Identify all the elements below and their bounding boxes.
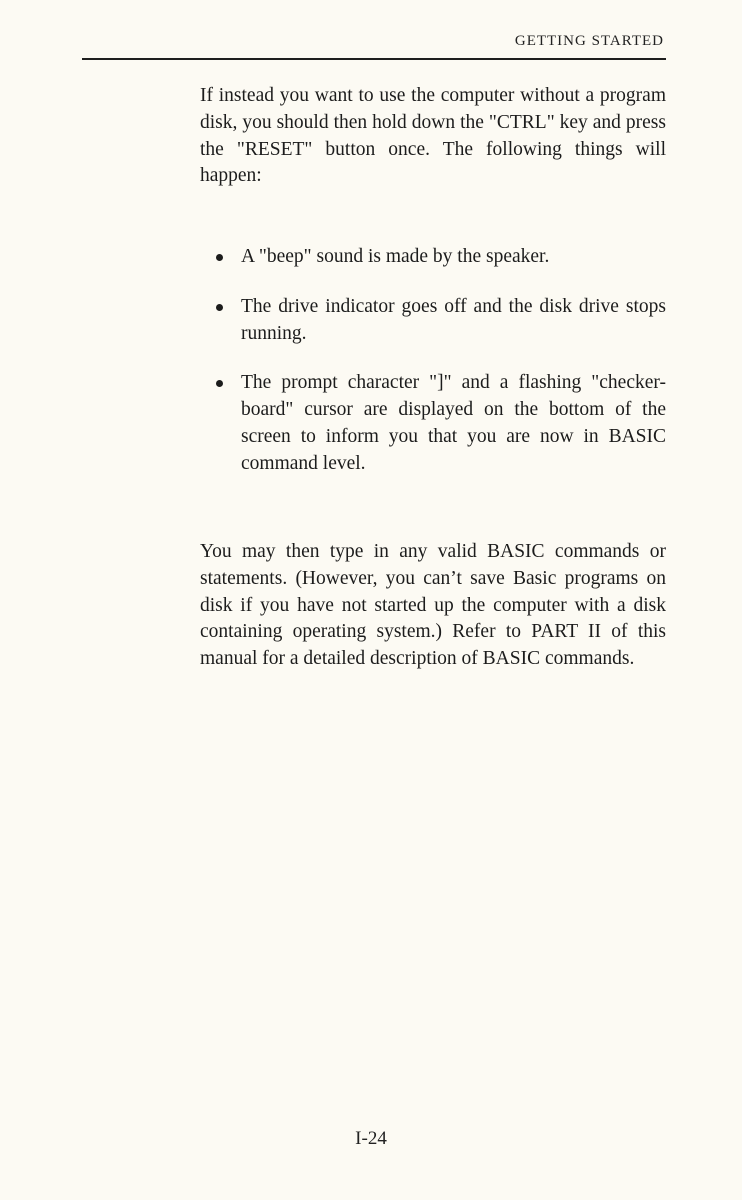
bullet-text: The drive indicator goes off and the disk drive stops running. bbox=[241, 295, 666, 344]
bullet-dot-icon bbox=[216, 380, 223, 387]
bullet-list bbox=[216, 244, 666, 501]
bullet-text: A "beep" sound is made by the speaker. bbox=[241, 246, 550, 267]
header-rule bbox=[82, 58, 666, 60]
intro-paragraph: If instead you want to use the computer without a program disk, you should then hold down the "CTRL" key and press the "RESET" button once. The following things will happen: bbox=[200, 85, 666, 187]
bullet-dot-icon bbox=[216, 254, 223, 261]
page-number: I-24 bbox=[355, 1128, 387, 1149]
bullet-dot-icon bbox=[216, 304, 223, 311]
bullet-text: The prompt character "]" and a flashing "checker-board" cursor are displayed on the bottom of the screen to inform you that you are now in BASIC command level. bbox=[241, 372, 666, 474]
running-head: GETTING STARTED bbox=[514, 33, 664, 49]
bullet-item-beep bbox=[216, 244, 666, 271]
bullet-item-drive-indicator bbox=[216, 294, 666, 348]
closing-paragraph: You may then type in any valid BASIC commands or statements. (However, you can’t save Basic programs on disk if you have not started up the computer with a disk containing operating system.) Refer to PART II of this manual for a detailed description of BASIC commands. bbox=[200, 541, 666, 670]
bullet-item-prompt bbox=[216, 370, 666, 477]
